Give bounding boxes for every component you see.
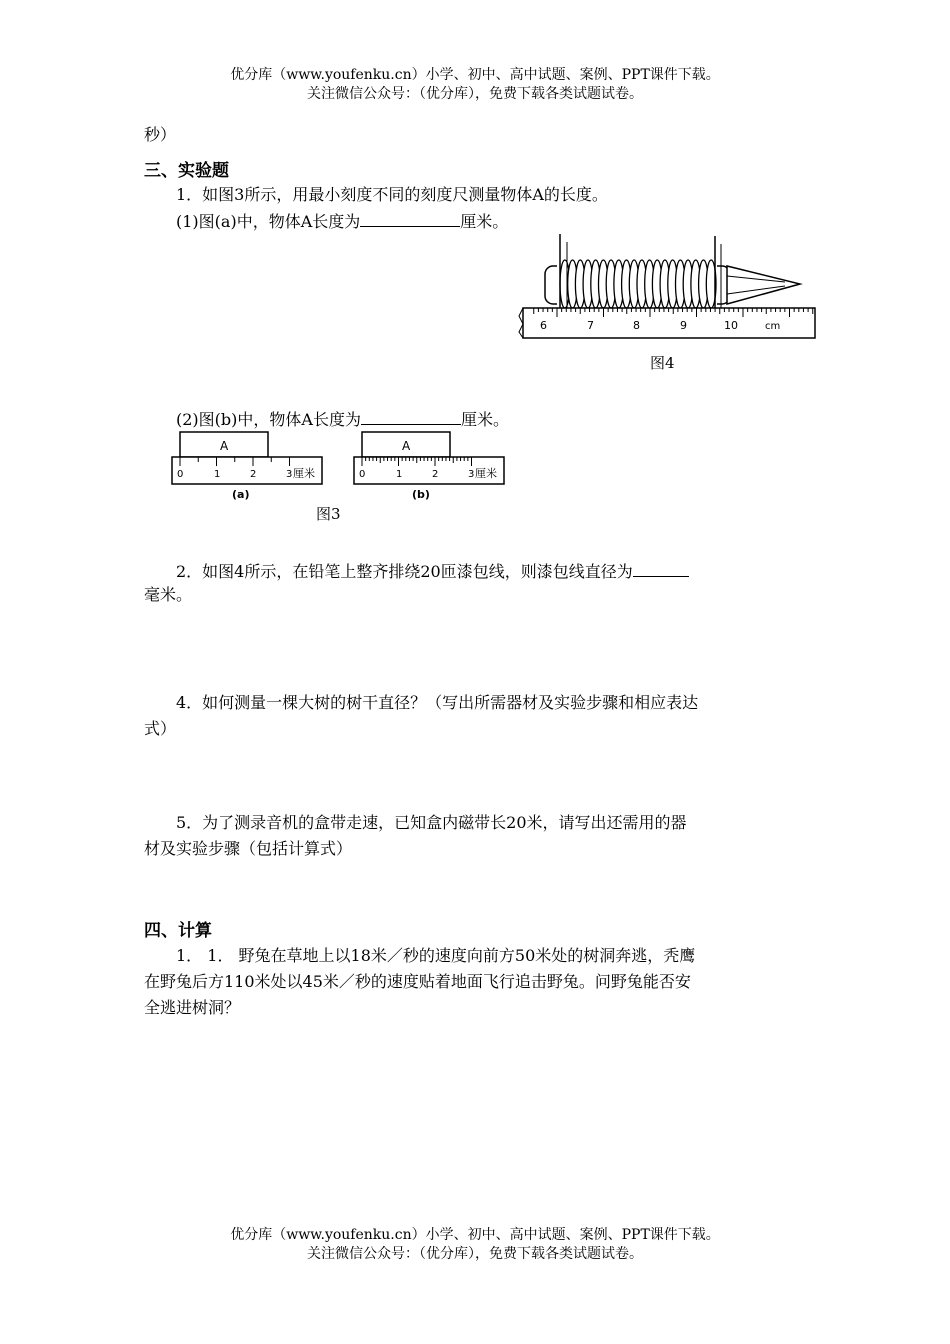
header-line-1: 优分库（www.youfenku.cn）小学、初中、高中试题、案例、PPT课件下载。 [230, 67, 720, 83]
ruler-b-label-2: 2 [432, 469, 439, 480]
q1-part-a-prefix: (1)图(a)中，物体A长度为 [176, 212, 361, 231]
figure-4-caption: 图4 [650, 354, 675, 372]
q1-part-b [176, 408, 509, 431]
ruler-b-unit: 厘米 [475, 467, 497, 480]
ruler-b-label-0: 0 [359, 469, 366, 480]
calc-1-line-3: 全逃进树洞？ [144, 998, 241, 1017]
footer-line-1: 优分库（www.youfenku.cn）小学、初中、高中试题、案例、PPT课件下载。 [230, 1227, 720, 1243]
panel-a-label: (a) [232, 488, 250, 501]
ruler-fig4-label-10: 10 [724, 319, 738, 332]
figure-3-rulers [168, 430, 513, 505]
q2-answer-blank[interactable] [633, 560, 689, 577]
object-a-label-a: A [220, 439, 229, 453]
section-4-title: 四、计算 [144, 921, 212, 941]
ruler-fig4-unit: cm [765, 321, 781, 332]
header-line-2: 关注微信公众号：（优分库），免费下载各类试题试卷。 [307, 86, 643, 102]
section-3-title: 三、实验题 [144, 161, 229, 181]
ruler-a-label-2: 2 [250, 469, 257, 480]
q4-line-1: 4．如何测量一棵大树的树干直径？（写出所需器材及实验步骤和相应表达 [176, 693, 699, 712]
q1-stem: 1．如图3所示，用最小刻度不同的刻度尺测量物体A的长度。 [176, 185, 608, 204]
footer-line-2: 关注微信公众号：（优分库），免费下载各类试题试卷。 [307, 1246, 643, 1262]
ruler-a-label-0: 0 [177, 469, 184, 480]
panel-b-label: (b) [412, 488, 430, 501]
ruler-fig4-label-8: 8 [633, 319, 640, 332]
figure-3a [172, 432, 322, 501]
q1-part-b-answer-blank[interactable] [361, 408, 461, 425]
figure-3-caption: 图3 [316, 505, 341, 523]
calc-1-line-1: 1． 1． 野兔在草地上以18米／秒的速度向前方50米处的树洞奔逃，秃鹰 [176, 946, 696, 965]
ruler-b-label-1: 1 [396, 469, 403, 480]
calc-1-line-2: 在野兔后方110米处以45米／秒的速度贴着地面飞行追击野兔。问野兔能否安 [144, 972, 691, 991]
q2-line-2: 毫米。 [144, 585, 193, 604]
figure-3b [354, 432, 504, 501]
q5-line-1: 5．为了测录音机的盒带走速，已知盒内磁带长20米，请写出还需用的器 [176, 813, 687, 832]
ruler-b-label-3: 3 [468, 469, 475, 480]
object-a-label-b: A [402, 439, 411, 453]
pencil-tip [727, 266, 800, 304]
q1-part-a-answer-blank[interactable] [360, 210, 460, 227]
q2-line-1 [176, 560, 689, 583]
q1-part-b-suffix: 厘米。 [460, 410, 509, 429]
wire-coil [557, 258, 717, 308]
ruler-fig4-label-9: 9 [680, 319, 687, 332]
ruler-a-label-1: 1 [214, 469, 221, 480]
ruler-fig4-label-6: 6 [540, 319, 547, 332]
previous-question-tail: 秒） [144, 125, 177, 144]
q1-part-a [176, 210, 508, 233]
figure-4-pencil-coil [515, 232, 820, 344]
q5-line-2: 材及实验步骤（包括计算式） [144, 839, 353, 858]
ruler-a-label-3: 3 [286, 469, 293, 480]
ruler-a-unit: 厘米 [293, 467, 315, 480]
q4-line-2: 式） [144, 719, 177, 738]
q1-part-b-prefix: (2)图(b)中，物体A长度为 [176, 410, 361, 429]
q1-part-a-suffix: 厘米。 [460, 212, 509, 231]
q2-text: 2．如图4所示，在铅笔上整齐排绕20匝漆包线，则漆包线直径为 [176, 562, 633, 581]
ruler-fig4-label-7: 7 [587, 319, 594, 332]
